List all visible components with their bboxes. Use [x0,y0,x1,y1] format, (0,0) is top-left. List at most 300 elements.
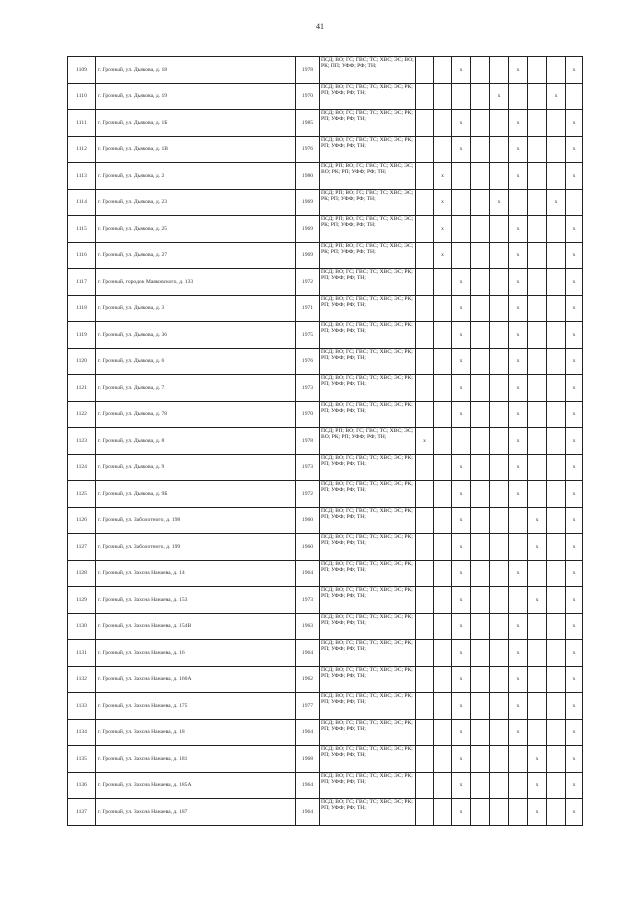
mark-cell-6: x [509,269,528,296]
mark-cell-5 [490,322,509,349]
mark-cell-2 [434,83,452,110]
mark-cell-4 [471,375,490,402]
mark-cell-6 [509,746,528,773]
mark-cell-4 [471,348,490,375]
row-address: г. Грозный, ул. Дьякова, д. 2 [96,163,296,190]
row-address: г. Грозный, ул. Захсна Нанаева, д. 160А [96,666,296,693]
table-row [68,693,583,720]
mark-cell-6: x [509,640,528,667]
row-number: 1134 [68,719,96,746]
mark-cell-5 [490,772,509,799]
mark-cell-9: x [566,613,583,640]
mark-cell-5 [490,587,509,614]
mark-cell-3: x [452,534,471,561]
row-address: г. Грозный, ул. Дьякова, д. 78 [96,401,296,428]
mark-cell-7 [528,295,547,322]
mark-cell-2: x [434,163,452,190]
mark-cell-5 [490,110,509,137]
row-number: 1111 [68,110,96,137]
row-works-list: ПСД; ВО; ГС; ГВС; ТС; ХВС; ЭС; РК; РП; УФФ; РФ; ТН; [320,454,416,481]
mark-cell-1 [416,375,434,402]
row-year: 1964 [296,719,320,746]
mark-cell-8: x [547,189,566,216]
row-year: 1969 [296,242,320,269]
mark-cell-2 [434,454,452,481]
row-year: 1973 [296,454,320,481]
mark-cell-7: x [528,746,547,773]
mark-cell-8 [547,613,566,640]
row-number: 1137 [68,799,96,826]
mark-cell-8: x [547,83,566,110]
row-number: 1127 [68,534,96,561]
table-row [68,295,583,322]
row-address: г. Грозный, ул. Дьякова, д. 9 [96,454,296,481]
mark-cell-6: x [509,163,528,190]
row-works-list: ПСД; ВО; ГС; ГВС; ТС; ХВС; ЭС; РК; РП; УФФ; РФ; ТН; [320,295,416,322]
row-works-list: ПСД; ВО; ГС; ГВС; ТС; ХВС; ЭС; РК; РП; УФФ; РФ; ТН; [320,507,416,534]
mark-cell-2 [434,375,452,402]
mark-cell-7 [528,57,547,84]
table-row [68,189,583,216]
row-works-list: ПСД; ВО; ГС; ГВС; ТС; ХВС; ЭС; РК; РП; УФФ; РФ; ТН; [320,322,416,349]
mark-cell-9: x [566,719,583,746]
mark-cell-3: x [452,560,471,587]
row-number: 1121 [68,375,96,402]
mark-cell-5 [490,269,509,296]
mark-cell-8 [547,136,566,163]
mark-cell-3: x [452,746,471,773]
mark-cell-8 [547,746,566,773]
row-number: 1110 [68,83,96,110]
row-number: 1136 [68,772,96,799]
mark-cell-1 [416,666,434,693]
row-number: 1122 [68,401,96,428]
mark-cell-2 [434,666,452,693]
mark-cell-7 [528,454,547,481]
table-row [68,136,583,163]
mark-cell-2 [434,401,452,428]
mark-cell-3: x [452,454,471,481]
row-address: г. Грозный, ул. Дьякова, д. 1В [96,136,296,163]
mark-cell-8 [547,799,566,826]
row-year: 1963 [296,613,320,640]
row-works-list: ПСД; ВО; ГС; ГВС; ТС; ХВС; ЭС; РК; РП; УФФ; РФ; ТН; [320,560,416,587]
row-works-list: ПСД; ВО; ГС; ГВС; ТС; ХВС; ЭС; РК; РП; УФФ; РФ; ТН; [320,401,416,428]
row-address: г. Грозный, ул. Дьякова, д. 9Б [96,481,296,508]
mark-cell-2 [434,428,452,455]
table-row [68,613,583,640]
mark-cell-8 [547,375,566,402]
row-works-list: ПСД; ВО; ГС; ГВС; ТС; ХВС; ЭС; РК; РП; УФФ; РФ; ТН; [320,136,416,163]
row-year: 1970 [296,401,320,428]
mark-cell-8 [547,57,566,84]
table-row [68,83,583,110]
row-works-list: ПСД; ВО; ГС; ГВС; ТС; ХВС; ЭС; РК; РП; УФФ; РФ; ТН; [320,269,416,296]
row-year: 1964 [296,772,320,799]
table-row [68,799,583,826]
mark-cell-7 [528,348,547,375]
mark-cell-9: x [566,507,583,534]
mark-cell-1 [416,136,434,163]
mark-cell-1 [416,746,434,773]
table-row [68,666,583,693]
mark-cell-9: x [566,799,583,826]
mark-cell-6: x [509,613,528,640]
mark-cell-7 [528,428,547,455]
row-works-list: ПСД; ВО; ГС; ГВС; ТС; ХВС; ЭС; РК; РП; УФФ; РФ; ТН; [320,83,416,110]
mark-cell-8 [547,348,566,375]
mark-cell-6: x [509,322,528,349]
mark-cell-7 [528,719,547,746]
row-year: 1972 [296,481,320,508]
mark-cell-9: x [566,348,583,375]
table-row [68,534,583,561]
mark-cell-9: x [566,295,583,322]
row-year: 1976 [296,136,320,163]
row-works-list: ПСД; РП; ВО; ГС; ГВС; ТС; ХВС; ЭС; ВО; РК; РП; УФФ; РФ; ТН; [320,163,416,190]
row-address: г. Грозный, ул. Захсна Нанаева, д. 175 [96,693,296,720]
mark-cell-4 [471,772,490,799]
row-works-list: ПСД; ВО; ГС; ГВС; ТС; ХВС; ЭС; РК; РП; УФФ; РФ; ТН; [320,799,416,826]
mark-cell-7 [528,216,547,243]
mark-cell-1 [416,242,434,269]
row-works-list: ПСД; РП; ВО; ГС; ГВС; ТС; ХВС; ЭС; РК; РП; УФФ; РФ; ТН; [320,242,416,269]
mark-cell-3: x [452,322,471,349]
mark-cell-1 [416,799,434,826]
table-row [68,401,583,428]
mark-cell-2: x [434,189,452,216]
mark-cell-5 [490,136,509,163]
mark-cell-4 [471,587,490,614]
mark-cell-6 [509,83,528,110]
row-address: г. Грозный, ул. Заболотного, д. 199 [96,534,296,561]
mark-cell-4 [471,799,490,826]
mark-cell-6: x [509,560,528,587]
mark-cell-6: x [509,57,528,84]
row-works-list: ПСД; ВО; ГС; ГВС; ТС; ХВС; ЭС; РК; РП; УФФ; РФ; ТН; [320,613,416,640]
mark-cell-3: x [452,799,471,826]
registry-body [68,57,583,826]
mark-cell-6: x [509,454,528,481]
mark-cell-4 [471,560,490,587]
mark-cell-2 [434,613,452,640]
row-address: г. Грозный, городок Маяковского, д. 133 [96,269,296,296]
row-address: г. Грозный, ул. Дьякова, д. 18 [96,57,296,84]
mark-cell-4 [471,295,490,322]
mark-cell-2 [434,348,452,375]
mark-cell-8 [547,242,566,269]
row-year: 1970 [296,83,320,110]
mark-cell-5 [490,746,509,773]
mark-cell-5 [490,401,509,428]
row-number: 1132 [68,666,96,693]
mark-cell-7 [528,163,547,190]
mark-cell-1 [416,640,434,667]
row-address: г. Грозный, ул. Захсна Нанаева, д. 14 [96,560,296,587]
mark-cell-8 [547,719,566,746]
mark-cell-3 [452,242,471,269]
mark-cell-4 [471,454,490,481]
table-row [68,746,583,773]
row-works-list: ПСД; ВО; ГС; ГВС; ТС; ХВС; ЭС; РК; РП; УФФ; РФ; ТН; [320,693,416,720]
row-works-list: ПСД; ВО; ГС; ГВС; ТС; ХВС; ЭС; РК; РП; УФФ; РФ; ТН; [320,348,416,375]
mark-cell-5 [490,507,509,534]
mark-cell-7 [528,560,547,587]
mark-cell-7: x [528,507,547,534]
row-year: 1964 [296,560,320,587]
mark-cell-3: x [452,666,471,693]
mark-cell-1 [416,216,434,243]
mark-cell-8 [547,534,566,561]
row-number: 1109 [68,57,96,84]
page-number: 41 [316,22,324,31]
mark-cell-3: x [452,587,471,614]
mark-cell-9: x [566,693,583,720]
mark-cell-4 [471,269,490,296]
row-address: г. Грозный, ул. Дьякова, д. 8 [96,428,296,455]
mark-cell-8 [547,295,566,322]
mark-cell-5 [490,693,509,720]
row-year: 1975 [296,322,320,349]
mark-cell-1 [416,719,434,746]
mark-cell-4 [471,136,490,163]
row-year: 1969 [296,189,320,216]
mark-cell-1 [416,348,434,375]
row-works-list: ПСД; РП; ВО; ГС; ГВС; ТС; ХВС; ЭС; ВО; РК; РП; УФФ; РФ; ТН; [320,428,416,455]
mark-cell-9: x [566,772,583,799]
mark-cell-1 [416,507,434,534]
mark-cell-8 [547,401,566,428]
row-number: 1125 [68,481,96,508]
mark-cell-7 [528,269,547,296]
mark-cell-9: x [566,454,583,481]
row-address: г. Грозный, ул. Дьякова, д. 19 [96,83,296,110]
mark-cell-6: x [509,110,528,137]
row-works-list: ПСД; ВО; ГС; ГВС; ТС; ХВС; ЭС; РК; РП; УФФ; РФ; ТН; [320,772,416,799]
mark-cell-8 [547,269,566,296]
row-address: г. Грозный, ул. Заболотного, д. 198 [96,507,296,534]
mark-cell-5 [490,666,509,693]
mark-cell-8 [547,454,566,481]
mark-cell-3: x [452,507,471,534]
mark-cell-3: x [452,772,471,799]
mark-cell-8 [547,428,566,455]
row-year: 1973 [296,587,320,614]
row-works-list: ПСД; РП; ВО; ГС; ГВС; ТС; ХВС; ЭС; РК; РП; УФФ; РФ; ТН; [320,189,416,216]
row-address: г. Грозный, ул. Дьякова, д. 7 [96,375,296,402]
mark-cell-9: x [566,746,583,773]
mark-cell-8 [547,772,566,799]
row-number: 1126 [68,507,96,534]
mark-cell-4 [471,719,490,746]
row-year: 1980 [296,163,320,190]
mark-cell-9: x [566,322,583,349]
row-year: 1969 [296,216,320,243]
mark-cell-9: x [566,534,583,561]
mark-cell-3 [452,216,471,243]
mark-cell-6: x [509,719,528,746]
mark-cell-7 [528,242,547,269]
row-works-list: ПСД; ВО; ГС; ГВС; ТС; ХВС; ЭС; РК; РП; УФФ; РФ; ТН; [320,666,416,693]
mark-cell-1 [416,163,434,190]
row-year: 1985 [296,110,320,137]
row-year: 1960 [296,507,320,534]
mark-cell-5 [490,295,509,322]
mark-cell-7 [528,693,547,720]
table-row [68,163,583,190]
table-row [68,560,583,587]
mark-cell-9: x [566,560,583,587]
mark-cell-9: x [566,163,583,190]
mark-cell-6: x [509,242,528,269]
mark-cell-9: x [566,269,583,296]
mark-cell-9: x [566,640,583,667]
row-number: 1120 [68,348,96,375]
mark-cell-1 [416,587,434,614]
mark-cell-1 [416,83,434,110]
mark-cell-4 [471,666,490,693]
mark-cell-2: x [434,216,452,243]
table-row [68,587,583,614]
mark-cell-8 [547,322,566,349]
mark-cell-1 [416,322,434,349]
mark-cell-2 [434,136,452,163]
mark-cell-7: x [528,799,547,826]
row-year: 1960 [296,534,320,561]
mark-cell-2 [434,322,452,349]
row-number: 1124 [68,454,96,481]
row-year: 1972 [296,269,320,296]
mark-cell-1 [416,560,434,587]
row-works-list: ПСД; ВО; ГС; ГВС; ТС; ХВС; ЭС; РК; РП; УФФ; РФ; ТН; [320,534,416,561]
row-number: 1133 [68,693,96,720]
mark-cell-4 [471,746,490,773]
mark-cell-4 [471,401,490,428]
mark-cell-3: x [452,613,471,640]
mark-cell-4 [471,216,490,243]
row-number: 1114 [68,189,96,216]
mark-cell-1 [416,534,434,561]
mark-cell-1 [416,110,434,137]
row-works-list: ПСД; ВО; ГС; ГВС; ТС; ХВС; ЭС; ВО; РК; ПП; УФФ; РФ; ТН; [320,57,416,84]
row-address: г. Грозный, ул. Дьякова, д. 27 [96,242,296,269]
row-address: г. Грозный, ул. Дьякова, д. 23 [96,189,296,216]
row-works-list: ПСД; ВО; ГС; ГВС; ТС; ХВС; ЭС; РК; РП; УФФ; РФ; ТН; [320,587,416,614]
mark-cell-6: x [509,401,528,428]
housing-registry-table [67,56,583,826]
mark-cell-2 [434,772,452,799]
mark-cell-8 [547,481,566,508]
row-number: 1113 [68,163,96,190]
mark-cell-5 [490,348,509,375]
mark-cell-5 [490,375,509,402]
row-number: 1129 [68,587,96,614]
mark-cell-4 [471,640,490,667]
mark-cell-5 [490,719,509,746]
mark-cell-6: x [509,375,528,402]
row-works-list: ПСД; ВО; ГС; ГВС; ТС; ХВС; ЭС; РК; РП; УФФ; РФ; ТН; [320,640,416,667]
row-works-list: ПСД; ВО; ГС; ГВС; ТС; ХВС; ЭС; РК; РП; УФФ; РФ; ТН; [320,110,416,137]
row-address: г. Грозный, ул. Дьякова, д. 25 [96,216,296,243]
mark-cell-1: x [416,428,434,455]
mark-cell-9: x [566,57,583,84]
mark-cell-5 [490,428,509,455]
mark-cell-5 [490,163,509,190]
mark-cell-7 [528,401,547,428]
row-number: 1112 [68,136,96,163]
row-number: 1117 [68,269,96,296]
mark-cell-8 [547,640,566,667]
mark-cell-7: x [528,772,547,799]
mark-cell-7 [528,83,547,110]
mark-cell-3: x [452,348,471,375]
mark-cell-4 [471,242,490,269]
mark-cell-6: x [509,216,528,243]
table-row [68,216,583,243]
mark-cell-3: x [452,295,471,322]
mark-cell-6: x [509,481,528,508]
row-address: г. Грозный, ул. Захсна Нанаева, д. 185А [96,772,296,799]
table-row [68,322,583,349]
mark-cell-9: x [566,110,583,137]
mark-cell-2 [434,746,452,773]
table-row [68,57,583,84]
row-year: 1976 [296,348,320,375]
mark-cell-9: x [566,242,583,269]
row-address: г. Грозный, ул. Захсна Нанаева, д. 187 [96,799,296,826]
mark-cell-3 [452,189,471,216]
mark-cell-4 [471,189,490,216]
mark-cell-6: x [509,428,528,455]
row-year: 1962 [296,666,320,693]
mark-cell-3: x [452,401,471,428]
mark-cell-6 [509,587,528,614]
mark-cell-1 [416,57,434,84]
row-year: 1978 [296,428,320,455]
mark-cell-6 [509,534,528,561]
mark-cell-1 [416,613,434,640]
mark-cell-5: x [490,189,509,216]
row-address: г. Грозный, ул. Дьякова, д. 6 [96,348,296,375]
mark-cell-5 [490,560,509,587]
mark-cell-2 [434,719,452,746]
mark-cell-3: x [452,57,471,84]
mark-cell-9: x [566,481,583,508]
table-row [68,428,583,455]
row-address: г. Грозный, ул. Захсна Нанаева, д. 153 [96,587,296,614]
mark-cell-3: x [452,693,471,720]
mark-cell-8 [547,587,566,614]
mark-cell-2 [434,269,452,296]
row-address: г. Грозный, ул. Захсна Нанаева, д. 181 [96,746,296,773]
row-address: г. Грозный, ул. Дьякова, д. 3 [96,295,296,322]
mark-cell-2 [434,534,452,561]
mark-cell-5 [490,613,509,640]
mark-cell-2 [434,587,452,614]
mark-cell-9: x [566,587,583,614]
table-row [68,772,583,799]
mark-cell-6 [509,189,528,216]
mark-cell-1 [416,401,434,428]
row-works-list: ПСД; ВО; ГС; ГВС; ТС; ХВС; ЭС; РК; РП; УФФ; РФ; ТН; [320,481,416,508]
row-number: 1130 [68,613,96,640]
row-address: г. Грозный, ул. Захсна Нанаева, д. 18 [96,719,296,746]
mark-cell-7 [528,110,547,137]
mark-cell-1 [416,189,434,216]
mark-cell-4 [471,613,490,640]
row-address: г. Грозный, ул. Дьякова, д. 1Б [96,110,296,137]
mark-cell-8 [547,507,566,534]
